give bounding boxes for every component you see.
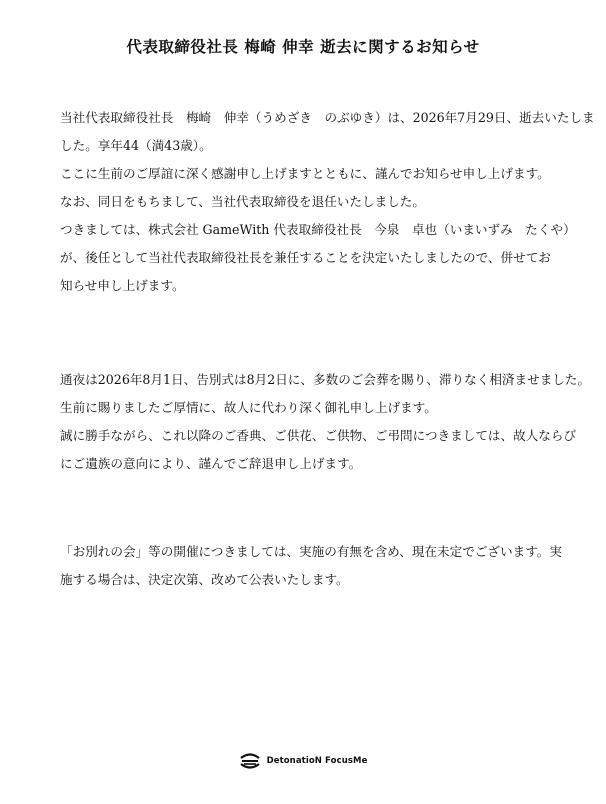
text-line: 生前に賜りましたご厚情に、故人に代わり深く御礼申し上げます。 <box>60 400 437 415</box>
text-line: した。享年44（満43歳）。 <box>60 138 212 153</box>
brand-name: DetonatioN FocusMe <box>266 756 368 766</box>
text-line: にご遺族の意向により、謹んでご辞退申し上げます。 <box>60 456 362 471</box>
text-line: 知らせ申し上げます。 <box>60 278 185 293</box>
text-line: ここに生前のご厚誼に深く感謝申し上げますとともに、謹んでお知らせ申し上げます。 <box>60 166 550 181</box>
text-line: 当社代表取締役社長 梅崎 伸幸（うめざき のぶゆき）は、2026年7月29日、逝去いたしま <box>60 110 595 125</box>
page-title: 代表取締役社長 梅崎 伸幸 逝去に関するお知らせ <box>126 37 480 56</box>
footer-brand <box>0 752 606 770</box>
text-line: 通夜は2026年8月1日、告別式は8月2日に、多数のご会葬を賜り、滞りなく相済ませました。 <box>60 372 591 387</box>
announcement-paragraph-funeral <box>60 366 591 478</box>
text-line: が、後任として当社代表取締役社長を兼任することを決定いたしましたので、併せてお <box>60 250 551 265</box>
detonation-focusme-logo-icon <box>239 752 261 770</box>
text-line: なお、同日をもちまして、当社代表取締役を退任いたしました。 <box>60 194 425 209</box>
text-line: 誠に勝手ながら、これ以降のご香典、ご供花、ご供物、ご弔問につきましては、故人ならび <box>60 428 577 443</box>
text-line: つきましては、株式会社 GameWith 代表取締役社長 今泉 卓也（いまいずみ たくや） <box>60 222 576 237</box>
text-line: 「お別れの会」等の開催につきましては、実施の有無を含め、現在未定でございます。実 <box>60 544 562 559</box>
announcement-paragraph-death <box>60 104 595 300</box>
text-line: 施する場合は、決定次第、改めて公表いたします。 <box>60 572 349 587</box>
announcement-paragraph-farewell <box>60 538 560 594</box>
